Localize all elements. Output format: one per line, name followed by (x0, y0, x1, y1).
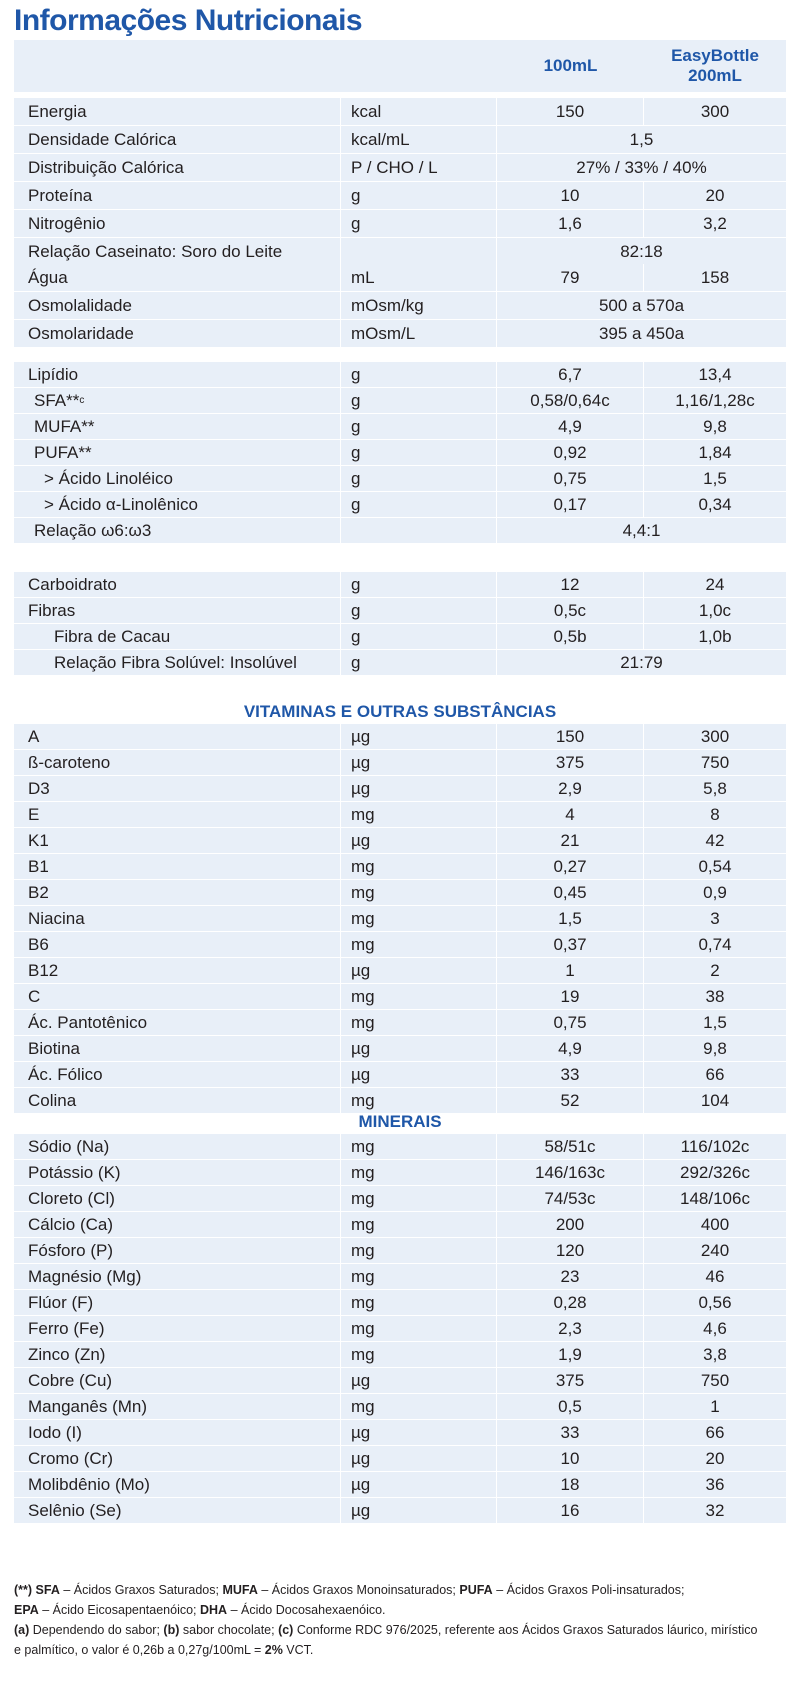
nutrient-name: Manganês (Mn) (14, 1394, 341, 1419)
table-row (14, 750, 786, 776)
value-100ml: 0,58/0,64c (497, 388, 644, 413)
nutrient-unit: kcal (341, 98, 497, 125)
nutrient-unit: g (341, 440, 497, 465)
nutrient-unit: g (341, 624, 497, 649)
nutrient-unit: g (341, 650, 497, 675)
nutrient-name: D3 (14, 776, 341, 801)
value-100ml: 58/51c (497, 1134, 644, 1159)
value-200ml: 0,56 (698, 1292, 732, 1312)
table-row (14, 1446, 786, 1472)
value-200ml: 104 (700, 1090, 730, 1110)
table-row (14, 724, 786, 750)
value-200ml: 240 (700, 1240, 730, 1260)
table-row (14, 1420, 786, 1446)
nutrient-name: Nitrogênio (14, 210, 341, 237)
nutrient-name: Cromo (Cr) (14, 1446, 341, 1471)
value-200ml: 292/326c (680, 1162, 750, 1182)
value-200ml: 3,2 (703, 213, 727, 233)
nutrient-unit: g (341, 598, 497, 623)
nutrient-unit: g (341, 388, 497, 413)
nutrient-name: Carboidrato (14, 572, 341, 597)
footnotes (14, 1580, 789, 1660)
footnote-text: e palmítico, o valor é 0,26b a 0,27g/100mL = (14, 1643, 265, 1657)
value-100ml: 0,75 (497, 466, 644, 491)
nutrient-unit: g (341, 182, 497, 209)
value-100ml: 18 (497, 1472, 644, 1497)
nutrient-name: PUFA** (14, 440, 341, 465)
table-row (14, 1394, 786, 1420)
nutrient-name: Fibra de Cacau (14, 624, 341, 649)
nutrient-name: B6 (14, 932, 341, 957)
value-200ml: 9,8 (703, 1038, 727, 1058)
nutrient-unit: mg (341, 854, 497, 879)
value-200ml: 42 (705, 830, 725, 850)
footnote-term: (a) (14, 1623, 30, 1637)
nutrient-name: B12 (14, 958, 341, 983)
value-100ml: 0,5 (497, 1394, 644, 1419)
table-row (14, 292, 786, 320)
table-row (14, 1036, 786, 1062)
nutrient-unit: mg (341, 1264, 497, 1289)
value-100ml: 200 (497, 1212, 644, 1237)
nutrient-name: C (14, 984, 341, 1009)
nutrient-unit (341, 238, 497, 265)
value-merged: 4,4:1 (622, 520, 661, 540)
nutrient-name: Colina (14, 1088, 341, 1113)
nutrient-name: ß-caroteno (14, 750, 341, 775)
table-minerals (14, 1134, 786, 1524)
table-row (14, 776, 786, 802)
nutrient-name: Molibdênio (Mo) (14, 1472, 341, 1497)
footnote-term: EPA (14, 1603, 39, 1617)
table-row (14, 388, 786, 414)
value-100ml: 2,3 (497, 1316, 644, 1341)
value-100ml: 1,6 (497, 210, 644, 237)
value-100ml: 1,5 (497, 906, 644, 931)
value-200ml: 0,9 (703, 882, 727, 902)
table-row (14, 828, 786, 854)
nutrient-name: Densidade Calórica (14, 126, 341, 153)
nutrient-unit: mg (341, 1186, 497, 1211)
value-200ml: 1 (710, 1396, 720, 1416)
nutrient-unit: mg (341, 1394, 497, 1419)
nutrient-unit: mg (341, 1342, 497, 1367)
value-200ml: 32 (705, 1500, 725, 1520)
value-100ml: 0,37 (497, 932, 644, 957)
value-100ml: 2,9 (497, 776, 644, 801)
table-row (14, 572, 786, 598)
table-row (14, 1342, 786, 1368)
nutrient-unit: µg (341, 776, 497, 801)
table-row (14, 1316, 786, 1342)
footnote-text: Conforme RDC 976/2025, referente aos Ácidos Graxos Saturados láurico, mirístico (293, 1623, 758, 1637)
footnote-term: SFA (35, 1583, 60, 1597)
value-200ml: 1,84 (698, 442, 732, 462)
nutrient-unit: g (341, 572, 497, 597)
footnote-text: – Ácidos Graxos Poli-insaturados; (492, 1583, 685, 1597)
nutrient-unit: µg (341, 1472, 497, 1497)
table-row (14, 210, 786, 238)
nutrient-name: MUFA** (14, 414, 341, 439)
nutrient-unit: µg (341, 1498, 497, 1523)
nutrient-name: Relação Caseinato: Soro do Leite (14, 238, 341, 265)
nutrient-unit: mOsm/kg (341, 292, 497, 319)
table-row (14, 984, 786, 1010)
table-row (14, 238, 786, 266)
footnote-term: (c) (278, 1623, 294, 1637)
table-row (14, 1264, 786, 1290)
value-100ml: 74/53c (497, 1186, 644, 1211)
nutrient-unit: µg (341, 1420, 497, 1445)
table-row (14, 182, 786, 210)
table-row (14, 1212, 786, 1238)
nutrient-unit: µg (341, 1036, 497, 1061)
value-200ml: 3,8 (703, 1344, 727, 1364)
table-row (14, 802, 786, 828)
table-row (14, 650, 786, 676)
nutrient-unit: mg (341, 906, 497, 931)
table-vitamins (14, 724, 786, 1114)
nutrient-unit: g (341, 414, 497, 439)
nutrient-unit: mOsm/L (341, 320, 497, 347)
footnote-line (14, 1600, 789, 1620)
footnote-line (14, 1620, 789, 1640)
nutrient-name: Flúor (F) (14, 1290, 341, 1315)
nutrient-name: Zinco (Zn) (14, 1342, 341, 1367)
nutrient-unit: mg (341, 1212, 497, 1237)
table-row (14, 1134, 786, 1160)
nutrient-unit: µg (341, 750, 497, 775)
nutrient-name: B2 (14, 880, 341, 905)
nutrient-name: Relação ω6:ω3 (14, 518, 341, 543)
table-row (14, 320, 786, 348)
nutrient-unit: g (341, 466, 497, 491)
nutrient-name: Niacina (14, 906, 341, 931)
value-200ml: 38 (705, 986, 725, 1006)
nutrient-name: B1 (14, 854, 341, 879)
footnote-text: sabor chocolate; (179, 1623, 279, 1637)
footnote-term: (b) (163, 1623, 180, 1637)
nutrient-name: Selênio (Se) (14, 1498, 341, 1523)
value-merged: 27% / 33% / 40% (576, 157, 707, 177)
value-100ml: 52 (497, 1088, 644, 1113)
table-row (14, 880, 786, 906)
footnote-term: 2% (264, 1643, 283, 1657)
table-group-lipids (14, 362, 786, 544)
value-200ml: 4,6 (703, 1318, 727, 1338)
table-row (14, 1290, 786, 1316)
table-row (14, 906, 786, 932)
nutrient-unit: g (341, 362, 497, 387)
footnote-term: PUFA (459, 1583, 493, 1597)
nutrient-unit: mg (341, 1088, 497, 1113)
table-row (14, 932, 786, 958)
value-200ml: 8 (710, 804, 720, 824)
value-200ml: 400 (700, 1214, 730, 1234)
value-200ml: 20 (705, 1448, 725, 1468)
table-row (14, 154, 786, 182)
value-merged: 1,5 (629, 129, 654, 149)
value-200ml: 1,0b (698, 626, 732, 646)
value-100ml: 6,7 (497, 362, 644, 387)
value-200ml: 148/106c (680, 1188, 750, 1208)
value-200ml: 5,8 (703, 778, 727, 798)
value-200ml: 46 (705, 1266, 725, 1286)
value-200ml: 2 (710, 960, 720, 980)
nutrient-name: Osmolaridade (14, 320, 341, 347)
nutrient-unit: µg (341, 828, 497, 853)
table-row (14, 98, 786, 126)
nutrient-unit: mg (341, 932, 497, 957)
value-200ml: 13,4 (698, 364, 732, 384)
nutrient-name: K1 (14, 828, 341, 853)
value-100ml: 150 (497, 724, 644, 749)
footnote-text: – Ácido Docosahexaenóico. (227, 1603, 386, 1617)
nutrient-name: E (14, 802, 341, 827)
table-row (14, 958, 786, 984)
value-100ml: 21 (497, 828, 644, 853)
footnote-line (14, 1580, 789, 1600)
value-200ml: 36 (705, 1474, 725, 1494)
value-100ml: 4,9 (497, 414, 644, 439)
header-easybottle-line2: 200mL (688, 66, 742, 85)
nutrient-unit: mg (341, 1134, 497, 1159)
table-row (14, 1498, 786, 1524)
value-200ml: 0,34 (698, 494, 732, 514)
table-row (14, 518, 786, 544)
value-merged: 21:79 (620, 652, 663, 672)
nutrient-name: Osmolalidade (14, 292, 341, 319)
value-200ml: 1,0c (698, 600, 732, 620)
table-row (14, 414, 786, 440)
nutrient-unit: mg (341, 1290, 497, 1315)
nutrient-unit: µg (341, 724, 497, 749)
value-200ml: 9,8 (703, 416, 727, 436)
nutrient-name: Água (14, 264, 341, 291)
table-row (14, 624, 786, 650)
table-row (14, 1088, 786, 1114)
value-100ml: 0,92 (497, 440, 644, 465)
footnote-text: – Ácidos Graxos Monoinsaturados; (257, 1583, 460, 1597)
header-100ml (497, 40, 644, 92)
nutrient-unit: µg (341, 958, 497, 983)
value-200ml: 750 (700, 1370, 730, 1390)
nutrient-unit: g (341, 210, 497, 237)
table-row (14, 1472, 786, 1498)
table-row (14, 1238, 786, 1264)
table-row (14, 854, 786, 880)
header-easybottle (644, 40, 786, 92)
nutrient-unit: mg (341, 1160, 497, 1185)
value-200ml: 300 (700, 101, 730, 121)
nutrient-unit: µg (341, 1446, 497, 1471)
nutrient-name: Biotina (14, 1036, 341, 1061)
header-100ml-label: 100mL (543, 56, 598, 75)
value-200ml: 3 (710, 908, 720, 928)
footnote-text: Dependendo do sabor; (29, 1623, 164, 1637)
value-100ml: 0,75 (497, 1010, 644, 1035)
value-100ml: 10 (497, 182, 644, 209)
nutrient-name: Iodo (I) (14, 1420, 341, 1445)
value-100ml: 19 (497, 984, 644, 1009)
table-row (14, 1062, 786, 1088)
nutrient-name: Fibras (14, 598, 341, 623)
nutrient-name: Ác. Pantotênico (14, 1010, 341, 1035)
value-100ml: 146/163c (497, 1160, 644, 1185)
nutrient-name: Ferro (Fe) (14, 1316, 341, 1341)
nutrient-name: Distribuição Calórica (14, 154, 341, 181)
nutrient-unit: mg (341, 984, 497, 1009)
nutrient-name: Magnésio (Mg) (14, 1264, 341, 1289)
value-100ml: 120 (497, 1238, 644, 1263)
column-header (14, 40, 786, 92)
value-200ml: 116/102c (680, 1136, 750, 1156)
value-200ml: 750 (700, 752, 730, 772)
value-200ml: 66 (705, 1064, 725, 1084)
nutrient-name: SFA** c (14, 388, 341, 413)
nutrient-unit: mg (341, 802, 497, 827)
table-row (14, 440, 786, 466)
value-100ml: 16 (497, 1498, 644, 1523)
value-100ml: 0,5b (497, 624, 644, 649)
table-row (14, 598, 786, 624)
nutrient-unit: mL (341, 264, 497, 291)
value-100ml: 375 (497, 750, 644, 775)
value-200ml: 0,74 (698, 934, 732, 954)
table-row (14, 1368, 786, 1394)
table-group-water (14, 264, 786, 348)
table-row (14, 126, 786, 154)
nutrient-name: Relação Fibra Solúvel: Insolúvel (14, 650, 341, 675)
nutrient-unit: mg (341, 1238, 497, 1263)
value-merged: 82:18 (620, 241, 663, 261)
value-200ml: 1,16/1,28c (675, 390, 755, 410)
nutrient-name: > Ácido Linoléico (14, 466, 341, 491)
footnote-marker: c (79, 395, 85, 406)
value-100ml: 0,45 (497, 880, 644, 905)
value-100ml: 79 (497, 264, 644, 291)
footnote-text: VCT. (282, 1643, 314, 1657)
value-100ml: 1,9 (497, 1342, 644, 1367)
value-100ml: 10 (497, 1446, 644, 1471)
nutrient-name: > Ácido α-Linolênico (14, 492, 341, 517)
nutrient-name: A (14, 724, 341, 749)
value-100ml: 33 (497, 1062, 644, 1087)
header-easybottle-line1: EasyBottle (671, 46, 759, 65)
footnote-term: MUFA (222, 1583, 258, 1597)
value-200ml: 0,54 (698, 856, 732, 876)
value-200ml: 1,5 (703, 1012, 727, 1032)
nutrient-unit (341, 518, 497, 543)
value-200ml: 300 (700, 726, 730, 746)
value-100ml: 375 (497, 1368, 644, 1393)
nutrient-name: Cloreto (Cl) (14, 1186, 341, 1211)
minerals-title: MINERAIS (358, 1112, 442, 1131)
header-row (14, 40, 786, 92)
value-200ml: 1,5 (703, 468, 727, 488)
nutrient-unit: µg (341, 1062, 497, 1087)
table-row (14, 492, 786, 518)
nutrient-unit: mg (341, 880, 497, 905)
value-100ml: 0,28 (497, 1290, 644, 1315)
value-200ml: 158 (700, 267, 730, 287)
nutrient-name: Fósforo (P) (14, 1238, 341, 1263)
table-row (14, 1010, 786, 1036)
nutrient-name: Cobre (Cu) (14, 1368, 341, 1393)
value-merged: 395 a 450a (598, 323, 685, 343)
nutrient-name: Potássio (K) (14, 1160, 341, 1185)
value-100ml: 12 (497, 572, 644, 597)
value-merged: 500 a 570a (598, 295, 685, 315)
value-200ml: 24 (705, 574, 725, 594)
table-group-carbs (14, 572, 786, 676)
nutrient-name: Cálcio (Ca) (14, 1212, 341, 1237)
table-row (14, 1160, 786, 1186)
table-row (14, 466, 786, 492)
nutrient-name: Proteína (14, 182, 341, 209)
footnote-term: (**) (14, 1583, 33, 1597)
value-200ml: 66 (705, 1422, 725, 1442)
footnote-text: – Ácidos Graxos Saturados; (59, 1583, 223, 1597)
nutrient-name: Ác. Fólico (14, 1062, 341, 1087)
value-100ml: 4,9 (497, 1036, 644, 1061)
nutrient-name: Lipídio (14, 362, 341, 387)
value-100ml: 4 (497, 802, 644, 827)
table-row (14, 264, 786, 292)
nutrient-unit: kcal/mL (341, 126, 497, 153)
value-100ml: 33 (497, 1420, 644, 1445)
value-200ml: 20 (705, 185, 725, 205)
value-100ml: 0,5c (497, 598, 644, 623)
nutrient-unit: µg (341, 1368, 497, 1393)
value-100ml: 150 (497, 98, 644, 125)
nutrient-unit: mg (341, 1010, 497, 1035)
nutrient-name: Sódio (Na) (14, 1134, 341, 1159)
value-100ml: 0,17 (497, 492, 644, 517)
nutrient-unit: P / CHO / L (341, 154, 497, 181)
value-100ml: 1 (497, 958, 644, 983)
nutrient-unit: g (341, 492, 497, 517)
table-row (14, 1186, 786, 1212)
page-title: Informações Nutricionais (14, 4, 363, 37)
nutrient-unit: mg (341, 1316, 497, 1341)
footnote-text: – Ácido Eicosapentaenóico; (38, 1603, 200, 1617)
vitamins-title: VITAMINAS E OUTRAS SUBSTÂNCIAS (243, 702, 557, 721)
nutrient-name: Energia (14, 98, 341, 125)
table-row (14, 362, 786, 388)
value-100ml: 23 (497, 1264, 644, 1289)
value-100ml: 0,27 (497, 854, 644, 879)
footnote-term: DHA (200, 1603, 228, 1617)
footnote-line (14, 1640, 789, 1660)
table-group-energy (14, 98, 786, 266)
